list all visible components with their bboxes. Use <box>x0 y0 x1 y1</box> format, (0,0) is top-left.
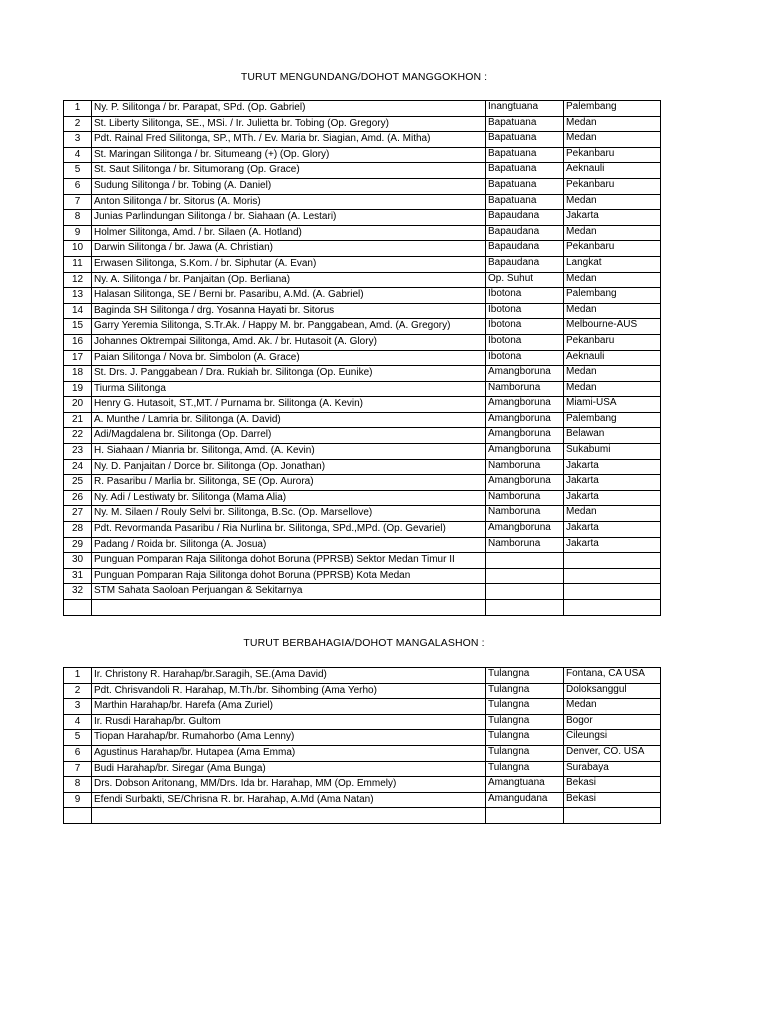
row-relation: Bapatuana <box>486 116 564 132</box>
row-city: Pekanbaru <box>564 147 661 163</box>
row-number: 2 <box>64 116 92 132</box>
row-city: Jakarta <box>564 490 661 506</box>
row-name: Tiopan Harahap/br. Rumahorbo (Ama Lenny) <box>92 730 486 746</box>
row-name: Junias Parlindungan Silitonga / br. Siahaan (A. Lestari) <box>92 210 486 226</box>
row-number: 11 <box>64 256 92 272</box>
row-name: Ny. M. Silaen / Rouly Selvi br. Silitonga, B.Sc. (Op. Marsellove) <box>92 506 486 522</box>
table-row <box>64 350 661 366</box>
row-number: 17 <box>64 350 92 366</box>
table-row <box>64 668 661 684</box>
row-city: Jakarta <box>564 475 661 491</box>
table-row <box>64 132 661 148</box>
row-number: 3 <box>64 132 92 148</box>
row-name: Henry G. Hutasoit, ST.,MT. / Purnama br. Silitonga (A. Kevin) <box>92 397 486 413</box>
row-number: 3 <box>64 699 92 715</box>
table-row <box>64 334 661 350</box>
row-relation: Amangboruna <box>486 444 564 460</box>
row-number: 6 <box>64 745 92 761</box>
row-name <box>92 808 486 824</box>
table-row <box>64 730 661 746</box>
row-city: Jakarta <box>564 210 661 226</box>
table-row <box>64 210 661 226</box>
table-row <box>64 256 661 272</box>
row-relation: Amangboruna <box>486 522 564 538</box>
row-relation: Bapatuana <box>486 147 564 163</box>
row-city <box>564 808 661 824</box>
row-number: 15 <box>64 319 92 335</box>
row-relation: Amangboruna <box>486 397 564 413</box>
row-relation: Amangboruna <box>486 475 564 491</box>
row-number: 28 <box>64 522 92 538</box>
row-number: 22 <box>64 428 92 444</box>
row-city: Miami-USA <box>564 397 661 413</box>
row-relation: Tulangna <box>486 761 564 777</box>
row-city: Medan <box>564 506 661 522</box>
row-number: 26 <box>64 490 92 506</box>
row-number: 25 <box>64 475 92 491</box>
table-row <box>64 792 661 808</box>
row-city: Belawan <box>564 428 661 444</box>
row-number: 14 <box>64 303 92 319</box>
table-row <box>64 397 661 413</box>
row-city: Medan <box>564 225 661 241</box>
row-name: Pdt. Chrisvandoli R. Harahap, M.Th./br. Sihombing (Ama Yerho) <box>92 683 486 699</box>
row-number <box>64 600 92 616</box>
table-row <box>64 288 661 304</box>
row-relation: Namboruna <box>486 537 564 553</box>
row-name: Drs. Dobson Aritonang, MM/Drs. Ida br. Harahap, MM (Op. Emmely) <box>92 777 486 793</box>
row-number: 10 <box>64 241 92 257</box>
row-name: Darwin Silitonga / br. Jawa (A. Christian) <box>92 241 486 257</box>
row-number: 5 <box>64 163 92 179</box>
row-number: 4 <box>64 147 92 163</box>
row-number: 16 <box>64 334 92 350</box>
table-row <box>64 303 661 319</box>
row-name: A. Munthe / Lamria br. Silitonga (A. David) <box>92 412 486 428</box>
table-row <box>64 553 661 569</box>
row-name: Efendi Surbakti, SE/Chrisna R. br. Harahap, A.Md (Ama Natan) <box>92 792 486 808</box>
row-name: Ny. Adi / Lestiwaty br. Silitonga (Mama Alia) <box>92 490 486 506</box>
row-relation: Bapaudana <box>486 225 564 241</box>
row-number: 31 <box>64 568 92 584</box>
row-relation: Tulangna <box>486 730 564 746</box>
row-number: 6 <box>64 178 92 194</box>
row-relation <box>486 600 564 616</box>
row-name: St. Maringan Silitonga / br. Situmeang (+) (Op. Glory) <box>92 147 486 163</box>
row-name: Erwasen Silitonga, S.Kom. / br. Siphutar (A. Evan) <box>92 256 486 272</box>
row-relation <box>486 553 564 569</box>
row-relation: Tulangna <box>486 745 564 761</box>
row-relation: Namboruna <box>486 381 564 397</box>
table-row <box>64 714 661 730</box>
row-relation: Namboruna <box>486 506 564 522</box>
row-name: Holmer Silitonga, Amd. / br. Silaen (A. Hotland) <box>92 225 486 241</box>
table-row <box>64 444 661 460</box>
row-city: Aeknauli <box>564 163 661 179</box>
table-row <box>64 584 661 600</box>
row-city: Surabaya <box>564 761 661 777</box>
row-city: Medan <box>564 381 661 397</box>
table-row <box>64 808 661 824</box>
row-city: Palembang <box>564 101 661 117</box>
row-city: Pekanbaru <box>564 334 661 350</box>
row-name: Ny. P. Silitonga / br. Parapat, SPd. (Op. Gabriel) <box>92 101 486 117</box>
row-city: Medan <box>564 303 661 319</box>
row-name: Ir. Rusdi Harahap/br. Gultom <box>92 714 486 730</box>
row-name: Budi Harahap/br. Siregar (Ama Bunga) <box>92 761 486 777</box>
row-number: 9 <box>64 792 92 808</box>
row-name: Marthin Harahap/br. Harefa (Ama Zuriel) <box>92 699 486 715</box>
table-row <box>64 777 661 793</box>
row-relation: Bapaudana <box>486 256 564 272</box>
table-row <box>64 522 661 538</box>
row-relation <box>486 584 564 600</box>
row-city: Langkat <box>564 256 661 272</box>
section2-title: TURUT BERBAHAGIA/DOHOT MANGALASHON : <box>243 637 485 649</box>
row-relation: Amangudana <box>486 792 564 808</box>
row-number: 4 <box>64 714 92 730</box>
row-number: 32 <box>64 584 92 600</box>
invite-table-body <box>64 101 661 616</box>
table-row <box>64 683 661 699</box>
row-number: 13 <box>64 288 92 304</box>
row-relation <box>486 568 564 584</box>
row-relation: Bapatuana <box>486 163 564 179</box>
table-row <box>64 225 661 241</box>
row-number: 30 <box>64 553 92 569</box>
table-row <box>64 163 661 179</box>
table-row <box>64 116 661 132</box>
row-city: Fontana, CA USA <box>564 668 661 684</box>
table-row <box>64 412 661 428</box>
row-number: 12 <box>64 272 92 288</box>
row-relation: Ibotona <box>486 350 564 366</box>
table-row <box>64 381 661 397</box>
row-city <box>564 600 661 616</box>
row-name: R. Pasaribu / Marlia br. Silitonga, SE (Op. Aurora) <box>92 475 486 491</box>
row-number: 23 <box>64 444 92 460</box>
row-name: H. Siahaan / Mianria br. Silitonga, Amd. (A. Kevin) <box>92 444 486 460</box>
row-number: 8 <box>64 777 92 793</box>
row-relation: Bapaudana <box>486 241 564 257</box>
row-name: Punguan Pomparan Raja Silitonga dohot Boruna (PPRSB) Kota Medan <box>92 568 486 584</box>
row-relation: Bapatuana <box>486 132 564 148</box>
row-relation: Bapatuana <box>486 178 564 194</box>
row-city: Pekanbaru <box>564 241 661 257</box>
row-name: Ir. Christony R. Harahap/br.Saragih, SE.(Ama David) <box>92 668 486 684</box>
table-row <box>64 366 661 382</box>
row-city <box>564 584 661 600</box>
row-city: Jakarta <box>564 537 661 553</box>
row-relation: Ibotona <box>486 303 564 319</box>
row-number: 18 <box>64 366 92 382</box>
row-relation: Op. Suhut <box>486 272 564 288</box>
table-row <box>64 147 661 163</box>
row-name: Ny. A. Silitonga / br. Panjaitan (Op. Berliana) <box>92 272 486 288</box>
row-number: 1 <box>64 101 92 117</box>
table-row <box>64 194 661 210</box>
table-row <box>64 272 661 288</box>
table-row <box>64 699 661 715</box>
row-relation: Amangboruna <box>486 366 564 382</box>
row-relation: Ibotona <box>486 334 564 350</box>
row-relation: Amangtuana <box>486 777 564 793</box>
row-city: Medan <box>564 272 661 288</box>
row-relation: Amangboruna <box>486 412 564 428</box>
table-row <box>64 475 661 491</box>
row-city: Pekanbaru <box>564 178 661 194</box>
row-name: Ny. D. Panjaitan / Dorce br. Silitonga (Op. Jonathan) <box>92 459 486 475</box>
row-city: Medan <box>564 116 661 132</box>
row-number: 1 <box>64 668 92 684</box>
row-number: 29 <box>64 537 92 553</box>
table-row <box>64 568 661 584</box>
row-city: Cileungsi <box>564 730 661 746</box>
row-name: STM Sahata Saoloan Perjuangan & Sekitarnya <box>92 584 486 600</box>
table-row <box>64 537 661 553</box>
row-relation: Ibotona <box>486 288 564 304</box>
table-row <box>64 428 661 444</box>
row-relation: Tulangna <box>486 699 564 715</box>
row-city <box>564 553 661 569</box>
celebrate-table-body <box>64 668 661 824</box>
table-row <box>64 101 661 117</box>
row-city: Bekasi <box>564 792 661 808</box>
row-relation: Namboruna <box>486 459 564 475</box>
row-name: Anton Silitonga / br. Sitorus (A. Moris) <box>92 194 486 210</box>
table-row <box>64 241 661 257</box>
row-city: Sukabumi <box>564 444 661 460</box>
table-row <box>64 745 661 761</box>
row-city: Jakarta <box>564 459 661 475</box>
row-city: Doloksanggul <box>564 683 661 699</box>
row-relation: Bapaudana <box>486 210 564 226</box>
row-number: 8 <box>64 210 92 226</box>
row-name: Sudung Silitonga / br. Tobing (A. Daniel) <box>92 178 486 194</box>
row-number: 2 <box>64 683 92 699</box>
row-name: Punguan Pomparan Raja Silitonga dohot Boruna (PPRSB) Sektor Medan Timur II <box>92 553 486 569</box>
row-number: 24 <box>64 459 92 475</box>
row-city: Bogor <box>564 714 661 730</box>
table-row <box>64 761 661 777</box>
table-row <box>64 490 661 506</box>
row-name: Adi/Magdalena br. Silitonga (Op. Darrel) <box>92 428 486 444</box>
row-name: Pdt. Rainal Fred Silitonga, SP., MTh. / Ev. Maria br. Siagian, Amd. (A. Mitha) <box>92 132 486 148</box>
row-name: St. Saut Silitonga / br. Situmorang (Op. Grace) <box>92 163 486 179</box>
row-city: Palembang <box>564 288 661 304</box>
row-relation: Tulangna <box>486 683 564 699</box>
row-city: Medan <box>564 366 661 382</box>
row-city: Medan <box>564 194 661 210</box>
row-number: 9 <box>64 225 92 241</box>
row-relation: Tulangna <box>486 714 564 730</box>
row-city: Medan <box>564 132 661 148</box>
table-row <box>64 178 661 194</box>
table-row <box>64 506 661 522</box>
row-relation: Ibotona <box>486 319 564 335</box>
row-relation: Tulangna <box>486 668 564 684</box>
invite-table <box>63 100 661 616</box>
row-city: Medan <box>564 699 661 715</box>
row-number: 19 <box>64 381 92 397</box>
row-number: 5 <box>64 730 92 746</box>
section1-title: TURUT MENGUNDANG/DOHOT MANGGOKHON : <box>240 71 488 83</box>
row-number: 27 <box>64 506 92 522</box>
row-name: Paian Silitonga / Nova br. Simbolon (A. Grace) <box>92 350 486 366</box>
row-relation: Amangboruna <box>486 428 564 444</box>
row-relation: Inangtuana <box>486 101 564 117</box>
row-name: Agustinus Harahap/br. Hutapea (Ama Emma) <box>92 745 486 761</box>
row-name: Halasan Silitonga, SE / Berni br. Pasaribu, A.Md. (A. Gabriel) <box>92 288 486 304</box>
row-city: Palembang <box>564 412 661 428</box>
row-name <box>92 600 486 616</box>
row-number <box>64 808 92 824</box>
row-number: 7 <box>64 761 92 777</box>
row-name: St. Liberty Silitonga, SE., MSi. / Ir. Julietta br. Tobing (Op. Gregory) <box>92 116 486 132</box>
row-city: Denver, CO. USA <box>564 745 661 761</box>
row-relation: Namboruna <box>486 490 564 506</box>
row-name: Padang / Roida br. Silitonga (A. Josua) <box>92 537 486 553</box>
row-number: 21 <box>64 412 92 428</box>
table-row <box>64 459 661 475</box>
table-row <box>64 319 661 335</box>
row-name: Baginda SH Silitonga / drg. Yosanna Hayati br. Sitorus <box>92 303 486 319</box>
row-name: Johannes Oktrempai Silitonga, Amd. Ak. / br. Hutasoit (A. Glory) <box>92 334 486 350</box>
row-city: Jakarta <box>564 522 661 538</box>
row-name: Tiurma Silitonga <box>92 381 486 397</box>
table-row <box>64 600 661 616</box>
row-number: 7 <box>64 194 92 210</box>
celebrate-table <box>63 667 661 824</box>
row-city: Melbourne-AUS <box>564 319 661 335</box>
row-number: 20 <box>64 397 92 413</box>
row-relation: Bapatuana <box>486 194 564 210</box>
row-city: Bekasi <box>564 777 661 793</box>
row-name: Pdt. Revormanda Pasaribu / Ria Nurlina br. Silitonga, SPd.,MPd. (Op. Gevariel) <box>92 522 486 538</box>
row-city: Aeknauli <box>564 350 661 366</box>
row-name: St. Drs. J. Panggabean / Dra. Rukiah br. Silitonga (Op. Eunike) <box>92 366 486 382</box>
row-name: Garry Yeremia Silitonga, S.Tr.Ak. / Happy M. br. Panggabean, Amd. (A. Gregory) <box>92 319 486 335</box>
row-relation <box>486 808 564 824</box>
row-city <box>564 568 661 584</box>
